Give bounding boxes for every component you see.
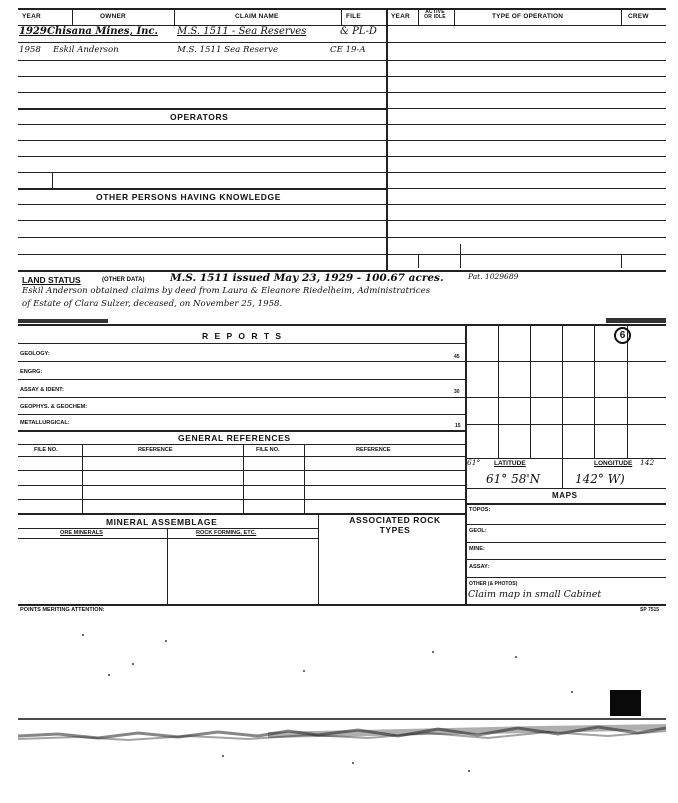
rule — [386, 237, 666, 238]
rule — [18, 92, 386, 93]
grid-line — [465, 424, 666, 425]
rule — [18, 172, 386, 173]
grid-line — [498, 324, 499, 458]
rule — [386, 204, 666, 205]
grid-line — [594, 324, 595, 458]
latitude-label: LATITUDE — [494, 460, 526, 467]
land-status-line-2: Eskil Anderson obtained claims by deed from Laura & Eleanore Riedelheim, Administratrices — [22, 286, 431, 296]
col-divider — [454, 8, 455, 25]
latitude-value: 61° 58'N — [486, 472, 541, 486]
land-status-line-1: M.S. 1511 issued May 23, 1929 - 100.67 acres. — [170, 272, 444, 284]
points-meriting-label: POINTS MERITING ATTENTION: — [20, 607, 105, 613]
col-divider — [72, 8, 73, 25]
scan-speck — [82, 634, 84, 636]
scan-speck — [132, 663, 134, 665]
rock-forming-header: ROCK FORMING, ETC. — [196, 530, 257, 536]
rule — [18, 324, 666, 326]
scan-speck — [468, 770, 470, 772]
header-year-2: YEAR — [391, 13, 410, 20]
land-status-patent: Pat. 1029689 — [468, 272, 519, 281]
maps-other-value: Claim map in small Cabinet — [468, 589, 602, 600]
report-metallurgical: METALLURGICAL: — [20, 420, 70, 426]
rule — [386, 108, 666, 109]
col-divider — [174, 8, 175, 25]
col-divider — [418, 8, 419, 25]
main-vertical-divider — [386, 8, 388, 270]
header-claim-name: CLAIM NAME — [235, 13, 279, 20]
rule — [18, 60, 386, 61]
grid-line — [465, 397, 666, 398]
report-assay: ASSAY & IDENT: — [20, 387, 64, 393]
scan-speck — [165, 640, 167, 642]
rule — [18, 140, 386, 141]
owner-row-2-claim: M.S. 1511 Sea Reserve — [177, 45, 279, 55]
header-file: FILE — [346, 13, 361, 20]
rule — [18, 470, 465, 471]
rule — [18, 124, 386, 125]
scan-mark — [606, 318, 666, 323]
rule — [18, 379, 465, 380]
report-metallurgical-num: 15 — [455, 423, 461, 429]
header-type-of-operation: TYPE OF OPERATION — [492, 13, 564, 20]
rule — [465, 458, 666, 459]
operators-heading: OPERATORS — [170, 112, 229, 122]
owner-row-1-year: 1929 — [19, 26, 47, 37]
land-status-sublabel: (OTHER DATA) — [102, 277, 145, 283]
rule — [18, 499, 465, 500]
rule — [18, 485, 465, 486]
col-divider — [304, 444, 305, 513]
form-code: SP 7515 — [640, 607, 660, 613]
report-geophys: GEOPHYS. & GEOCHEM: — [20, 404, 88, 410]
rule — [465, 577, 666, 578]
reports-heading: R E P O R T S — [202, 331, 284, 341]
maps-topos: TOPOS: — [469, 507, 491, 513]
rule — [386, 124, 666, 125]
header-owner: OWNER — [100, 13, 126, 20]
grid-line — [562, 324, 563, 458]
rule — [465, 488, 666, 489]
col-divider — [82, 444, 83, 513]
rule — [18, 237, 386, 238]
scan-block-mark — [610, 690, 641, 716]
maps-other: OTHER (& PHOTOS) — [469, 581, 518, 587]
scan-speck — [303, 670, 305, 672]
rule — [386, 254, 666, 255]
scan-noise-band — [18, 714, 666, 750]
owner-row-1-claim: M.S. 1511 - Sea Reserves — [177, 26, 307, 37]
owner-row-2-file: CE 19-A — [330, 45, 366, 55]
rule — [18, 444, 465, 445]
land-status-label: LAND STATUS — [22, 275, 81, 285]
scan-speck — [571, 691, 573, 693]
longitude-value: 142° W) — [575, 472, 625, 486]
rule — [18, 220, 386, 221]
maps-assay: ASSAY: — [469, 564, 490, 570]
rule — [18, 343, 465, 344]
col-divider — [243, 444, 244, 513]
associated-rock-types-heading: ASSOCIATED ROCK TYPES — [349, 515, 441, 535]
lat-prefix: 61° — [467, 458, 481, 467]
owner-row-1-owner: Chisana Mines, Inc. — [47, 26, 158, 37]
rule — [386, 220, 666, 221]
rule — [18, 604, 666, 606]
ref-file-no-header: FILE NO. — [34, 447, 58, 453]
grid-line — [627, 324, 628, 458]
scan-speck — [352, 762, 354, 764]
lon-suffix: 142 — [640, 458, 655, 467]
tick — [52, 172, 53, 188]
rule — [18, 254, 386, 255]
rule — [18, 397, 465, 398]
col-divider — [167, 528, 168, 604]
col-divider — [341, 8, 342, 25]
scan-speck — [108, 674, 110, 676]
rule — [386, 188, 666, 189]
scan-speck — [222, 755, 224, 757]
rule — [465, 503, 666, 505]
rule — [18, 430, 465, 432]
maps-heading: MAPS — [552, 491, 578, 500]
tick — [621, 254, 622, 268]
land-status-line-3: of Estate of Clara Sulzer, deceased, on November 25, 1958. — [22, 299, 283, 309]
maps-geol: GEOL: — [469, 528, 487, 534]
rule — [386, 172, 666, 173]
general-references-heading: GENERAL REFERENCES — [178, 433, 291, 443]
grid-marker-circle: 6 — [614, 327, 631, 344]
ref-reference-header: REFERENCE — [138, 447, 173, 453]
tick — [460, 244, 461, 268]
owner-row-2-owner: Eskil Anderson — [53, 45, 119, 55]
rule — [386, 156, 666, 157]
rule — [465, 559, 666, 560]
ref-reference-header-2: REFERENCE — [356, 447, 391, 453]
rule — [18, 361, 465, 362]
col-divider — [318, 513, 319, 604]
rule — [18, 76, 386, 77]
report-geology-num: 45 — [454, 354, 460, 360]
ref-file-no-header-2: FILE NO. — [256, 447, 280, 453]
rule — [386, 140, 666, 141]
header-crew: CREW — [628, 13, 649, 20]
rule — [18, 42, 386, 43]
header-year: YEAR — [22, 13, 41, 20]
rule — [18, 188, 386, 190]
rule — [18, 108, 386, 110]
report-geology: GEOLOGY: — [20, 351, 50, 357]
rule — [386, 92, 666, 93]
col-divider — [621, 8, 622, 25]
rule — [465, 542, 666, 543]
header-active-idle: ACTIVE OR IDLE — [424, 9, 446, 20]
scan-mark — [18, 319, 108, 323]
rule — [386, 42, 666, 43]
other-persons-heading: OTHER PERSONS HAVING KNOWLEDGE — [96, 192, 282, 202]
rule — [386, 60, 666, 61]
report-assay-num: 30 — [454, 389, 460, 395]
ore-minerals-header: ORE MINERALS — [60, 530, 103, 536]
rule — [18, 156, 386, 157]
rule — [18, 456, 465, 457]
owner-row-2-year: 1958 — [19, 45, 41, 55]
grid-line — [465, 361, 666, 362]
maps-mine: MINE: — [469, 546, 485, 552]
owner-row-1-file: & PL-D — [340, 26, 377, 37]
grid-line — [530, 324, 531, 458]
rule — [18, 414, 465, 415]
col-divider — [562, 458, 563, 488]
longitude-label: LONGITUDE — [594, 460, 633, 467]
rule — [386, 76, 666, 77]
tick — [418, 254, 419, 268]
rule — [18, 204, 386, 205]
scan-speck — [432, 651, 434, 653]
rule — [465, 524, 666, 525]
report-engrg: ENGRG: — [20, 369, 43, 375]
scan-speck — [515, 656, 517, 658]
mineral-assemblage-heading: MINERAL ASSEMBLAGE — [106, 517, 218, 527]
